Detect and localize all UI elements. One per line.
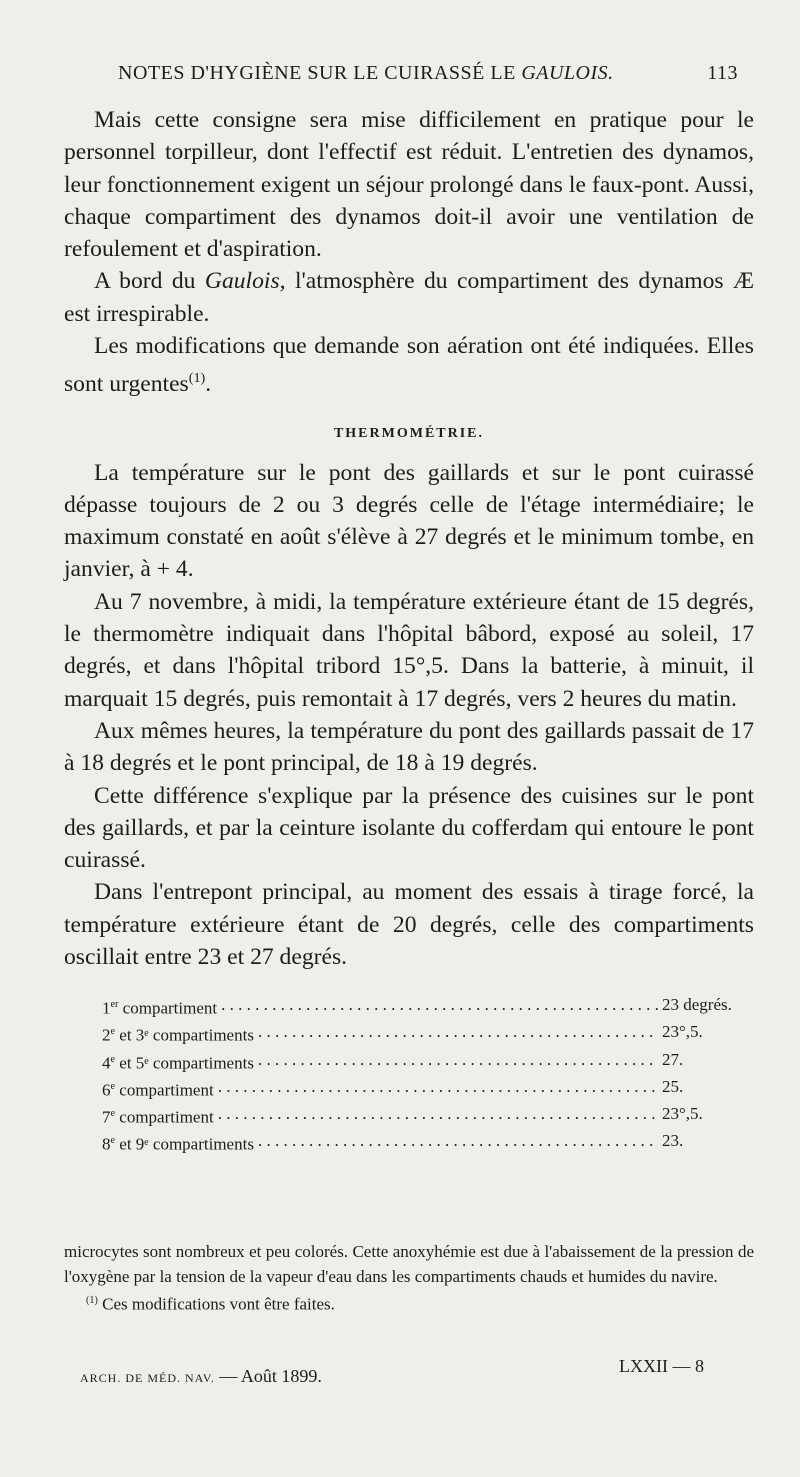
- row-label: [102, 993, 217, 1020]
- paragraph: [64, 265, 754, 330]
- section-title: THERMOMÉTRIE.: [333, 425, 485, 441]
- leader-dots: [258, 1048, 658, 1075]
- signature-mark: LXXII — 8: [619, 1356, 704, 1376]
- temperature-table: [102, 993, 732, 1156]
- ship-name: Gaulois,: [204, 268, 286, 295]
- ordinal: 6: [102, 1080, 111, 1100]
- ordinal-suffix: e: [110, 1053, 116, 1065]
- row-value: 23 degrés.: [662, 995, 732, 1015]
- leader-dots: [218, 1075, 658, 1102]
- table-row: [102, 1048, 732, 1075]
- ordinal: 8: [102, 1134, 111, 1154]
- footnote-text: Ces modifications vont être faites.: [102, 1294, 335, 1314]
- row-text: compartiment: [115, 1080, 214, 1100]
- main-text: [64, 104, 754, 1156]
- journal-name: ARCH. DE MÉD. NAV.: [80, 1371, 215, 1385]
- row-value: 23.: [662, 1131, 684, 1151]
- row-value: 23°,5.: [662, 1022, 703, 1042]
- leader-dots: [258, 1020, 658, 1047]
- paragraph: Au 7 novembre, à midi, la température extérieure étant de 15 degrés, le thermomètre indiquait dans l'hôpital bâbord, exposé au soleil, 17 degrés, et dans l'hôpital tribord 15°,5. Dans la batterie, à minuit, il marquait 15 degrés, puis remontait à 17 degrés, vers 2 heures du matin.: [64, 588, 754, 712]
- ordinal-suffix: er: [110, 999, 119, 1011]
- footnote-ref: (1): [188, 370, 206, 387]
- ordinal: 4: [102, 1053, 111, 1073]
- table-row: [102, 1102, 732, 1129]
- running-title: NOTES D'HYGIÈNE SUR LE CUIRASSÉ LE: [118, 62, 516, 84]
- row-text: compartiment: [118, 998, 218, 1018]
- paragraph: Cette différence s'explique par la présence des cuisines sur le pont des gaillards, et par la ceinture isolante du cofferdam qui entoure le pont cuirassé.: [64, 782, 754, 874]
- row-label: [102, 1075, 214, 1102]
- row-value: 27.: [662, 1049, 684, 1069]
- row-text: et 5ᵉ compartiments: [115, 1053, 254, 1073]
- row-label: [102, 1048, 254, 1075]
- row-label: [102, 1102, 214, 1129]
- paragraph: Dans l'entrepont principal, au moment des essais à tirage forcé, la température extérieure étant de 20 degrés, celle des compartiments oscillait entre 23 et 27 degrés.: [64, 879, 754, 970]
- footnotes: [64, 1240, 754, 1317]
- ordinal: 7: [102, 1107, 111, 1127]
- running-head: [118, 62, 738, 85]
- ordinal-suffix: e: [110, 1080, 116, 1092]
- issue-date: — Août 1899.: [219, 1366, 322, 1386]
- ordinal-suffix: e: [110, 1026, 116, 1038]
- ordinal: 2: [102, 1026, 111, 1046]
- table-row: [102, 1075, 732, 1102]
- footnote-continued: microcytes sont nombreux et peu colorés. Cette anoxyhémie est due à l'abaissement de la pression de l'oxygène par la tension de la vapeur d'eau dans les compartiments chauds et humides du navire.: [64, 1242, 754, 1286]
- row-label: [102, 1129, 254, 1156]
- footnote-mark: (1): [86, 1295, 98, 1306]
- table-row: [102, 1129, 732, 1156]
- ordinal-suffix: e: [110, 1135, 116, 1147]
- leader-dots: [221, 993, 658, 1020]
- text-run: l'atmosphère du compartiment des dynamos Æ est irrespirable.: [64, 268, 755, 327]
- paragraph: La température sur le pont des gaillards et sur le pont cuirassé dépasse toujours de 2 ou 3 degrés celle de l'étage intermédiaire; le maximum constaté en août s'élève à 27 degrés et le minimum tombe, en janvier, à + 4.: [64, 459, 754, 583]
- ordinal-suffix: e: [110, 1107, 116, 1119]
- row-text: compartiment: [115, 1107, 214, 1127]
- row-text: et 3ᵉ compartiments: [115, 1026, 254, 1046]
- table-row: [102, 993, 732, 1020]
- leader-dots: [258, 1129, 658, 1156]
- paragraph: Mais cette consigne sera mise difficilement en pratique pour le personnel torpilleur, dont l'effectif est réduit. L'entretien des dynamos, leur fonctionnement exigent un séjour prolongé dans le faux-pont. Aussi, chaque compartiment des dynamos doit-il avoir une ventilation de refoulement et d'aspiration.: [64, 107, 754, 263]
- row-value: 25.: [662, 1076, 684, 1096]
- footnote: [64, 1289, 754, 1317]
- table-row: [102, 1020, 732, 1047]
- paragraph: Aux mêmes heures, la température du pont des gaillards passait de 17 à 18 degrés et le pont principal, de 18 à 19 degrés.: [64, 717, 754, 777]
- row-value: 23°,5.: [662, 1103, 703, 1123]
- leader-dots: [218, 1102, 658, 1129]
- paragraph: Les modifications que demande son aération ont été indiquées. Elles sont urgentes$^{(1)}$.: [64, 333, 754, 398]
- row-text: et 9ᵉ compartiments: [115, 1134, 254, 1154]
- page-number: 113: [707, 62, 738, 84]
- text-run: A bord du: [94, 268, 196, 295]
- text-run: Les modifications que demande son aération ont été indiquées. Elles sont urgentes: [64, 333, 754, 398]
- ordinal: 1: [102, 998, 111, 1018]
- journal-credit: [80, 1366, 322, 1387]
- row-label: [102, 1020, 254, 1047]
- ship-name: GAULOIS.: [521, 62, 614, 84]
